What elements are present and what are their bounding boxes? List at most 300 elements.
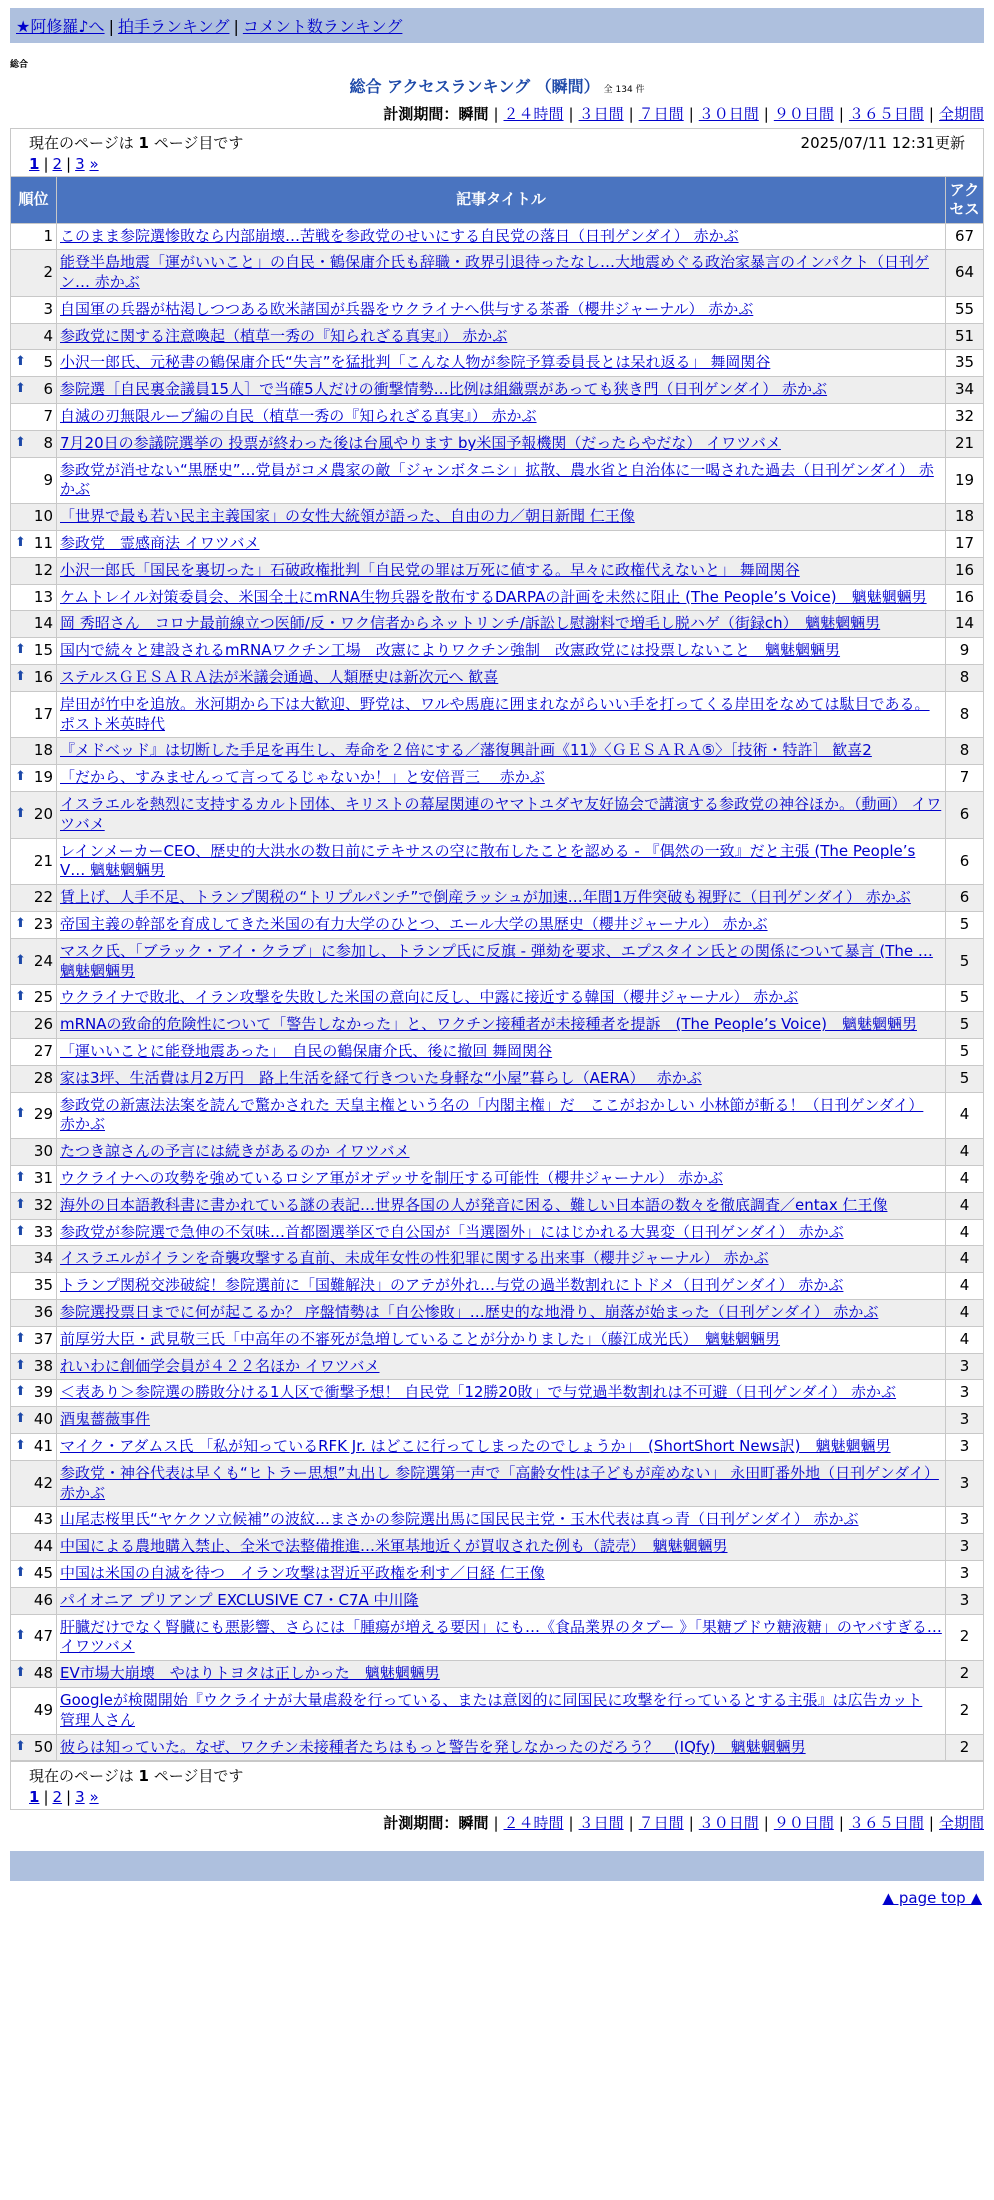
rank-cell: [11, 1092, 57, 1139]
article-link[interactable]: ウクライナで敗北、イラン攻撃を失敗した米国の意向に反し、中露に接近する韓国（櫻井ジャーナル） 赤かぶ: [60, 988, 799, 1007]
up-arrow-icon: ⬆: [15, 1106, 26, 1122]
article-link[interactable]: 中国は米国の自滅を待つ イラン攻撃は習近平政権を利す／日経 仁王像: [60, 1563, 545, 1582]
period-link[interactable]: ３０日間: [698, 1814, 759, 1833]
title-cell: [57, 691, 946, 738]
rank-cell: [11, 531, 57, 558]
rank-number: 32: [33, 1195, 53, 1214]
up-arrow-icon: ⬆: [15, 769, 26, 785]
period-link[interactable]: ７日間: [638, 1814, 684, 1833]
title-cell: [57, 1273, 946, 1300]
header-rank: 順位: [11, 177, 57, 224]
rank-cell: [11, 1460, 57, 1507]
period-current: 瞬間: [458, 1814, 489, 1833]
access-count: 4: [946, 1273, 984, 1300]
up-arrow-icon: ⬆: [15, 642, 26, 658]
rank-number: 13: [33, 587, 53, 606]
nav-link-asyura[interactable]: ★阿修羅♪へ: [16, 17, 105, 36]
rank-number: 42: [33, 1473, 53, 1492]
article-link[interactable]: 参政党の新憲法法案を読んで驚かされた 天皇主権という名の「内閣主権」だ ここがおかしい 小林節が斬る！（日刊ゲンダイ） 赤かぶ: [60, 1095, 924, 1134]
title-cell: [57, 985, 946, 1012]
rank-cell: [11, 457, 57, 504]
article-link[interactable]: 7月20日の参議院選挙の 投票が終わった後は台風やります by米国予報機関（だったらやだな） イワツバメ: [60, 433, 781, 452]
rank-cell: [11, 323, 57, 350]
table-row: [11, 792, 984, 839]
article-link[interactable]: 能登半島地震「運がいいこと」の自民・鶴保庸介氏も辞職・政界引退待ったなし…大地震めぐる政治家暴言のインパクト（日刊ゲン… 赤かぶ: [60, 253, 929, 292]
page-top-row: [10, 1881, 984, 1915]
rank-number: 37: [33, 1329, 53, 1348]
table-row: [11, 938, 984, 985]
page-link-1[interactable]: 1: [29, 1788, 40, 1807]
page-link-1[interactable]: 1: [29, 155, 40, 173]
title-cell: [57, 638, 946, 665]
rank-number: 11: [33, 534, 53, 553]
period-separator: |: [688, 1814, 694, 1833]
period-separator: |: [628, 105, 634, 123]
title-cell: [57, 1587, 946, 1614]
article-link[interactable]: 帝国主義の幹部を育成してきた米国の有力大学のひとつ、エール大学の黒歴史（櫻井ジャーナル） 赤かぶ: [60, 915, 768, 934]
article-link[interactable]: 参政党 霊感商法 イワツバメ: [60, 534, 260, 553]
article-link[interactable]: 自滅の刃無限ループ編の自民（植草一秀の『知られざる真実』） 赤かぶ: [60, 407, 537, 426]
period-link[interactable]: ７日間: [638, 105, 684, 123]
rank-number: 2: [43, 263, 53, 282]
article-link[interactable]: 「だから、すみませんって言ってるじゃないか！」と安倍晋三 赤かぶ: [60, 768, 545, 787]
article-link[interactable]: イスラエルがイランを奇襲攻撃する直前、未成年女性の性犯罪に関する出来事（櫻井ジャーナル） 赤かぶ: [60, 1249, 769, 1268]
rank-cell: [11, 938, 57, 985]
article-link[interactable]: ステルスＧＥＳＡＲＡ法が米議会通過、人類歴史は新次元へ 歓喜: [60, 668, 499, 687]
access-count: 4: [946, 1219, 984, 1246]
article-link[interactable]: このまま参院選惨敗なら内部崩壊…苦戦を参政党のせいにする自民党の落日（日刊ゲンダイ） 赤かぶ: [60, 226, 739, 245]
article-link[interactable]: 自国軍の兵器が枯渇しつつある欧米諸国が兵器をウクライナへ供与する茶番（櫻井ジャーナル） 赤かぶ: [60, 299, 754, 318]
next-page-link[interactable]: »: [89, 1788, 99, 1807]
rank-number: 45: [33, 1563, 53, 1582]
up-arrow-icon: ⬆: [15, 1411, 26, 1427]
ranking-table: [10, 176, 984, 1761]
article-link[interactable]: 肝臓だけでなく腎臓にも悪影響、さらには「腫瘍が増える要因」にも…《食品業界のタブー 》「果糖ブドウ糖液糖」のヤバすぎる… イワツバメ: [60, 1617, 942, 1656]
table-row: [11, 1326, 984, 1353]
title-cell: [57, 1012, 946, 1039]
up-arrow-icon: ⬆: [15, 989, 26, 1005]
page-separator: |: [66, 155, 72, 173]
table-row: [11, 1192, 984, 1219]
table-row: [11, 457, 984, 504]
rank-number: 40: [33, 1410, 53, 1429]
access-count: 4: [946, 1092, 984, 1139]
up-arrow-icon: ⬆: [15, 434, 26, 450]
article-link[interactable]: ＜表あり＞参院選の勝敗分ける1人区で衝撃予想！ 自民党「12勝20敗」で与党過半数割れは不可避（日刊ゲンダイ） 赤かぶ: [60, 1383, 897, 1402]
rank-number: 12: [33, 560, 53, 579]
header-access: アクセス: [946, 177, 984, 224]
title-cell: [57, 1734, 946, 1761]
rank-number: 16: [33, 668, 53, 687]
pager-top: [10, 128, 984, 176]
access-count: 51: [946, 323, 984, 350]
table-row: [11, 1092, 984, 1139]
access-count: 18: [946, 504, 984, 531]
page-separator: |: [43, 155, 49, 173]
rank-cell: [11, 1587, 57, 1614]
up-arrow-icon: ⬆: [15, 916, 26, 932]
period-separator: |: [493, 105, 499, 123]
rank-number: 20: [33, 804, 53, 823]
access-count: 5: [946, 912, 984, 939]
article-link[interactable]: 参政党に関する注意喚起（植草一秀の『知られざる真実』） 赤かぶ: [60, 326, 508, 345]
article-link[interactable]: 『メドベッド』は切断した手足を再生し、寿命を２倍にする／藩復興計画《11》〈ＧＥＳＡＲＡ⑤〉［技術・特許］ 歓喜2: [60, 741, 872, 760]
table-row: [11, 912, 984, 939]
access-count: 19: [946, 457, 984, 504]
rank-cell: [11, 584, 57, 611]
up-arrow-icon: ⬆: [15, 1223, 26, 1239]
article-link[interactable]: レインメーカーCEO、歴史的大洪水の数日前にテキサスの空に散布したことを認める - 『偶然の一致』だと主張 (The People’s V… 魑魅魍魎男: [60, 841, 916, 880]
rank-cell: [11, 250, 57, 297]
title-cell: [57, 611, 946, 638]
rank-cell: [11, 1687, 57, 1734]
table-row: [11, 1065, 984, 1092]
nav-link-comment-ranking[interactable]: コメント数ランキング: [242, 17, 403, 36]
article-link[interactable]: 岡 秀昭さん コロナ最前線立つ医師/反・ワク信者からネットリンチ/訴訟し慰謝料で増毛し脱ハゲ（街録ch） 魑魅魍魎男: [60, 614, 881, 633]
period-separator: |: [493, 1814, 499, 1833]
access-count: 4: [946, 1299, 984, 1326]
access-count: 34: [946, 377, 984, 404]
article-link[interactable]: たつき諒さんの予言には続きがあるのか イワツバメ: [60, 1142, 410, 1161]
article-link[interactable]: 酒鬼薔薇事件: [60, 1410, 151, 1429]
page-top-link[interactable]: ▲ page top ▲: [882, 1889, 982, 1908]
rank-cell: [11, 1734, 57, 1761]
rank-number: 36: [33, 1302, 53, 1321]
title-cell: [57, 1165, 946, 1192]
title-cell: [57, 1299, 946, 1326]
period-link[interactable]: ３日間: [578, 1814, 624, 1833]
rank-cell: [11, 665, 57, 692]
article-link[interactable]: パイオニア プリアンプ EXCLUSIVE C7・C7A 中川隆: [60, 1590, 419, 1609]
access-count: 3: [946, 1460, 984, 1507]
bottom-bar: [10, 1851, 984, 1881]
article-link[interactable]: 「世界で最も若い民主主義国家」の女性大統領が語った、自由の力／朝日新聞 仁王像: [60, 507, 635, 526]
article-link[interactable]: 参政党が参院選で急伸の不気味…首都圏選挙区で自公国が「当選圏外」にはじかれる大異変（日刊ゲンダイ） 赤かぶ: [60, 1222, 844, 1241]
article-link[interactable]: 国内で続々と建設されるmRNAワクチン工場 改憲によりワクチン強制 改憲政党には投票しないこと 魑魅魍魎男: [60, 641, 841, 660]
article-link[interactable]: 参政党が消せない“黒歴史”…党員がコメ農家の敵「ジャンボタニシ」拡散、農水省と自治体に一喝された過去（日刊ゲンダイ） 赤かぶ: [60, 460, 934, 499]
rank-number: 47: [33, 1627, 53, 1646]
access-count: 67: [946, 223, 984, 250]
title-cell: [57, 350, 946, 377]
title-cell: [57, 1380, 946, 1407]
rank-number: 15: [33, 641, 53, 660]
table-row: [11, 377, 984, 404]
rank-number: 30: [33, 1142, 53, 1161]
period-separator: |: [838, 105, 844, 123]
article-link[interactable]: 参院選［自民裏金議員15人］で当確5人だけの衝撃情勢…比例は組織票があっても狭き門（日刊ゲンダイ） 赤かぶ: [60, 380, 828, 399]
table-row: [11, 1734, 984, 1761]
title-cell: [57, 1560, 946, 1587]
title-cell: [57, 1039, 946, 1066]
rank-number: 39: [33, 1383, 53, 1402]
access-count: 2: [946, 1687, 984, 1734]
rank-cell: [11, 1407, 57, 1434]
title-cell: [57, 1407, 946, 1434]
up-arrow-icon: ⬆: [15, 1437, 26, 1453]
rank-cell: [11, 1273, 57, 1300]
access-count: 8: [946, 691, 984, 738]
rank-number: 6: [43, 380, 53, 399]
article-link[interactable]: 小沢一郎氏「国民を裏切った」石破政権批判「自民党の罪は万死に値する。早々に政権代えないと」 舞岡関谷: [60, 560, 800, 579]
up-arrow-icon: ⬆: [15, 1665, 26, 1681]
title-cell: [57, 665, 946, 692]
article-link[interactable]: 家は3坪、生活費は月2万円 路上生活を経て行きついた身軽な“小屋”暮らし（AERA） 赤かぶ: [60, 1068, 702, 1087]
article-link[interactable]: 彼らは知っていた。なぜ、ワクチン未接種者たちはもっと警告を発しなかったのだろう？ (IQfy) 魑魅魍魎男: [60, 1737, 806, 1756]
period-separator: |: [763, 105, 769, 123]
title-cell: [57, 531, 946, 558]
rank-number: 26: [33, 1015, 53, 1034]
access-count: 4: [946, 1139, 984, 1166]
page-separator: |: [43, 1788, 49, 1807]
access-count: 5: [946, 985, 984, 1012]
rank-cell: [11, 738, 57, 765]
table-row: [11, 350, 984, 377]
title-cell: [57, 584, 946, 611]
current-page-text: 現在のページは 1 ページ目です: [29, 1767, 244, 1786]
article-link[interactable]: 賃上げ、人手不足、トランプ関税の“トリプルパンチ”で倒産ラッシュが加速…年間1万件突破も視野に（日刊ゲンダイ） 赤かぶ: [60, 888, 911, 907]
access-count: 3: [946, 1560, 984, 1587]
period-link[interactable]: ３０日間: [698, 105, 759, 123]
article-link[interactable]: イスラエルを熱烈に支持するカルト団体、キリストの幕屋関連のヤマトユダヤ友好協会で講演する参政党の神谷ほか。（動画） イワツバメ: [60, 795, 942, 833]
up-arrow-icon: ⬆: [15, 1330, 26, 1346]
access-count: 64: [946, 250, 984, 297]
title-cell: [57, 1353, 946, 1380]
access-count: 32: [946, 404, 984, 431]
article-link[interactable]: EV市場大崩壊 やはりトヨタは正しかった 魑魅魍魎男: [60, 1664, 440, 1683]
table-row: [11, 1039, 984, 1066]
period-separator: |: [763, 1814, 769, 1833]
access-count: 5: [946, 1039, 984, 1066]
table-row: [11, 1219, 984, 1246]
access-count: 3: [946, 1353, 984, 1380]
title-cell: [57, 223, 946, 250]
title-cell: [57, 504, 946, 531]
article-link[interactable]: mRNAの致命的危険性について「警告しなかった」と、ワクチン接種者が未接種者を提訴 (The People’s Voice) 魑魅魍魎男: [60, 1015, 917, 1034]
page-link-2[interactable]: 2: [52, 1788, 63, 1807]
rank-number: 43: [33, 1510, 53, 1529]
article-link[interactable]: 「運いいことに能登地震あった」 自民の鶴保庸介氏、後に撤回 舞岡関谷: [60, 1042, 553, 1060]
up-arrow-icon: ⬆: [15, 805, 26, 821]
rank-cell: [11, 557, 57, 584]
title-cell: [57, 1687, 946, 1734]
access-count: 21: [946, 430, 984, 457]
page-link-2[interactable]: 2: [52, 155, 63, 173]
title-cell: [57, 1460, 946, 1507]
article-link[interactable]: マイク・アダムス氏 「私が知っているRFK Jr. はどこに行ってしまったのでしょうか」 (ShortShort News訳) 魑魅魍魎男: [60, 1436, 891, 1455]
rank-number: 38: [33, 1356, 53, 1375]
next-page-link[interactable]: »: [89, 155, 99, 173]
access-count: 55: [946, 296, 984, 323]
table-row: [11, 531, 984, 558]
rank-number: 46: [33, 1590, 53, 1609]
rank-cell: [11, 1433, 57, 1460]
title-cell: [57, 738, 946, 765]
rank-cell: [11, 638, 57, 665]
access-count: 6: [946, 885, 984, 912]
article-link[interactable]: れいわに創価学会員が４２２名ほか イワツバメ: [60, 1356, 380, 1375]
title-cell: [57, 1661, 946, 1688]
table-row: [11, 504, 984, 531]
period-link[interactable]: 全期間: [938, 1814, 984, 1833]
rank-number: 27: [33, 1042, 53, 1060]
header-title: 記事タイトル: [57, 177, 946, 224]
table-row: [11, 1273, 984, 1300]
article-link[interactable]: 中国による農地購入禁止、全米で法整備推進…米軍基地近くが買収された例も（読売） 魑魅魍魎男: [60, 1537, 728, 1556]
table-row: [11, 1380, 984, 1407]
rank-cell: [11, 1165, 57, 1192]
title-cell: [57, 1246, 946, 1273]
access-count: 3: [946, 1433, 984, 1460]
article-link[interactable]: 前厚労大臣・武見敬三氏「中高年の不審死が急増していることが分かりました」（藤江成光氏） 魑魅魍魎男: [60, 1329, 781, 1348]
up-arrow-icon: ⬆: [15, 1738, 26, 1754]
article-link[interactable]: 海外の日本語教科書に書かれている謎の表記…世界各国の人が発音に困る、難しい日本語の数々を徹底調査／entax 仁王像: [60, 1195, 888, 1214]
nav-link-clap-ranking[interactable]: 拍手ランキング: [117, 17, 230, 36]
article-link[interactable]: トランプ関税交渉破綻！参院選前に「国難解決」のアテが外れ…与党の過半数割れにトドメ（日刊ゲンダイ） 赤かぶ: [60, 1276, 844, 1295]
period-separator: |: [568, 105, 574, 123]
title-cell: [57, 457, 946, 504]
rank-number: 5: [43, 353, 53, 372]
title-cell: [57, 1139, 946, 1166]
rank-number: 44: [33, 1537, 53, 1556]
access-count: 35: [946, 350, 984, 377]
period-link[interactable]: ３日間: [578, 105, 624, 123]
title-cell: [57, 1534, 946, 1561]
rank-number: 34: [33, 1249, 53, 1268]
rank-cell: [11, 1219, 57, 1246]
rank-cell: [11, 885, 57, 912]
access-count: 3: [946, 1507, 984, 1534]
page-link-3[interactable]: 3: [75, 1788, 85, 1807]
rank-number: 50: [33, 1737, 53, 1756]
table-row: [11, 1587, 984, 1614]
table-row: [11, 838, 984, 885]
rank-cell: [11, 377, 57, 404]
table-row: [11, 1433, 984, 1460]
rank-number: 8: [43, 433, 53, 452]
rank-cell: [11, 1192, 57, 1219]
article-link[interactable]: 参院選投票日までに何が起こるか？ 序盤情勢は「自公惨敗」…歴史的な地滑り、崩落が始まった（日刊ゲンダイ） 赤かぶ: [60, 1302, 879, 1321]
up-arrow-icon: ⬆: [15, 1196, 26, 1212]
rank-cell: [11, 430, 57, 457]
period-link[interactable]: ９０日間: [773, 105, 834, 123]
table-row: [11, 611, 984, 638]
up-arrow-icon: ⬆: [15, 952, 26, 968]
rank-number: 17: [33, 704, 53, 723]
page-links: [29, 155, 965, 173]
access-count: 16: [946, 557, 984, 584]
rank-number: 14: [33, 614, 53, 633]
page-separator: |: [66, 1788, 72, 1807]
access-count: 17: [946, 531, 984, 558]
period-separator: |: [928, 105, 934, 123]
table-row: [11, 1614, 984, 1661]
period-link[interactable]: ３６５日間: [848, 1814, 924, 1833]
table-row: [11, 1299, 984, 1326]
up-arrow-icon: ⬆: [15, 1384, 26, 1400]
article-link[interactable]: ウクライナへの攻勢を強めているロシア軍がオデッサを制圧する可能性（櫻井ジャーナル） 赤かぶ: [60, 1168, 723, 1187]
title-cell: [57, 1614, 946, 1661]
table-row: [11, 584, 984, 611]
page-links: [29, 1788, 965, 1806]
article-link[interactable]: ケムトレイル対策委員会、米国全土にmRNA生物兵器を散布するDARPAの計画を未然に阻止 (The People’s Voice) 魑魅魍魎男: [60, 587, 927, 606]
title-cell: [57, 792, 946, 839]
access-count: 2: [946, 1614, 984, 1661]
article-link[interactable]: 参政党・神谷代表は早くも“ヒトラー思想”丸出し 参院選第一声で「高齢女性は子どもが産めない」 永田町番外地（日刊ゲンダイ） 赤かぶ: [60, 1463, 939, 1502]
table-row: [11, 323, 984, 350]
article-link[interactable]: Googleが検閲開始『ウクライナが大量虐殺を行っている、または意図的に同国民に攻撃を行っているとする主張』は広告カット 管理人さん: [60, 1690, 923, 1729]
access-count: 9: [946, 638, 984, 665]
top-nav-bar: [10, 8, 984, 43]
period-separator: |: [688, 105, 694, 123]
rank-cell: [11, 1614, 57, 1661]
title-cell: [57, 1433, 946, 1460]
title-cell: [57, 1092, 946, 1139]
rank-cell: [11, 691, 57, 738]
rank-cell: [11, 985, 57, 1012]
article-link[interactable]: 小沢一郎氏、元秘書の鶴保庸介氏“失言”を猛批判「こんな人物が参院予算委員長とは呆れ返る」 舞岡関谷: [60, 353, 771, 372]
table-row: [11, 430, 984, 457]
table-row: [11, 665, 984, 692]
table-row: [11, 250, 984, 297]
rank-cell: [11, 1661, 57, 1688]
period-link[interactable]: ３６５日間: [848, 105, 924, 123]
table-row: [11, 1560, 984, 1587]
rank-number: 41: [33, 1436, 53, 1455]
access-count: 6: [946, 838, 984, 885]
table-row: [11, 1139, 984, 1166]
access-count: 6: [946, 792, 984, 839]
access-count: 4: [946, 1165, 984, 1192]
rank-cell: [11, 404, 57, 431]
table-row: [11, 1687, 984, 1734]
article-link[interactable]: 岸田が竹中を追放。氷河期から下は大歓迎、野党は、ワルや馬鹿に囲まれながらいい手を打ってくる岸田をなめては駄目である。 ポスト米英時代: [60, 694, 930, 733]
article-link[interactable]: マスク氏、「ブラック・アイ・クラブ」に参加し、トランプ氏に反旗 - 弾劾を要求、エプスタイン氏との関係について暴言 (The … 魑魅魍魎男: [60, 941, 933, 980]
table-row: [11, 1661, 984, 1688]
pager-bottom: [10, 1761, 984, 1810]
page-link-3[interactable]: 3: [75, 155, 85, 173]
period-link[interactable]: ９０日間: [773, 1814, 834, 1833]
title-cell: [57, 323, 946, 350]
access-count: 3: [946, 1380, 984, 1407]
rank-cell: [11, 350, 57, 377]
page-title-text: 総合 アクセスランキング （瞬間）: [349, 77, 600, 96]
period-link[interactable]: ２４時間: [503, 105, 564, 123]
period-link[interactable]: ２４時間: [503, 1814, 564, 1833]
title-cell: [57, 250, 946, 297]
rank-number: 49: [33, 1700, 53, 1719]
title-cell: [57, 377, 946, 404]
rank-number: 1: [43, 226, 53, 245]
title-cell: [57, 938, 946, 985]
period-separator: |: [568, 1814, 574, 1833]
table-row: [11, 691, 984, 738]
rank-cell: [11, 1380, 57, 1407]
table-row: [11, 1534, 984, 1561]
access-count: 8: [946, 738, 984, 765]
table-row: [11, 1407, 984, 1434]
title-cell: [57, 557, 946, 584]
table-row: [11, 985, 984, 1012]
rank-cell: [11, 1246, 57, 1273]
rank-cell: [11, 1534, 57, 1561]
up-arrow-icon: ⬆: [15, 669, 26, 685]
period-link[interactable]: 全期間: [938, 105, 984, 123]
up-arrow-icon: ⬆: [15, 1564, 26, 1580]
up-arrow-icon: ⬆: [15, 535, 26, 551]
rank-cell: [11, 792, 57, 839]
rank-number: 33: [33, 1222, 53, 1241]
article-link[interactable]: 山尾志桜里氏“ヤケクソ立候補”の波紋…まさかの参院選出馬に国民民主党・玉木代表は真っ青（日刊ゲンダイ） 赤かぶ: [60, 1510, 859, 1529]
